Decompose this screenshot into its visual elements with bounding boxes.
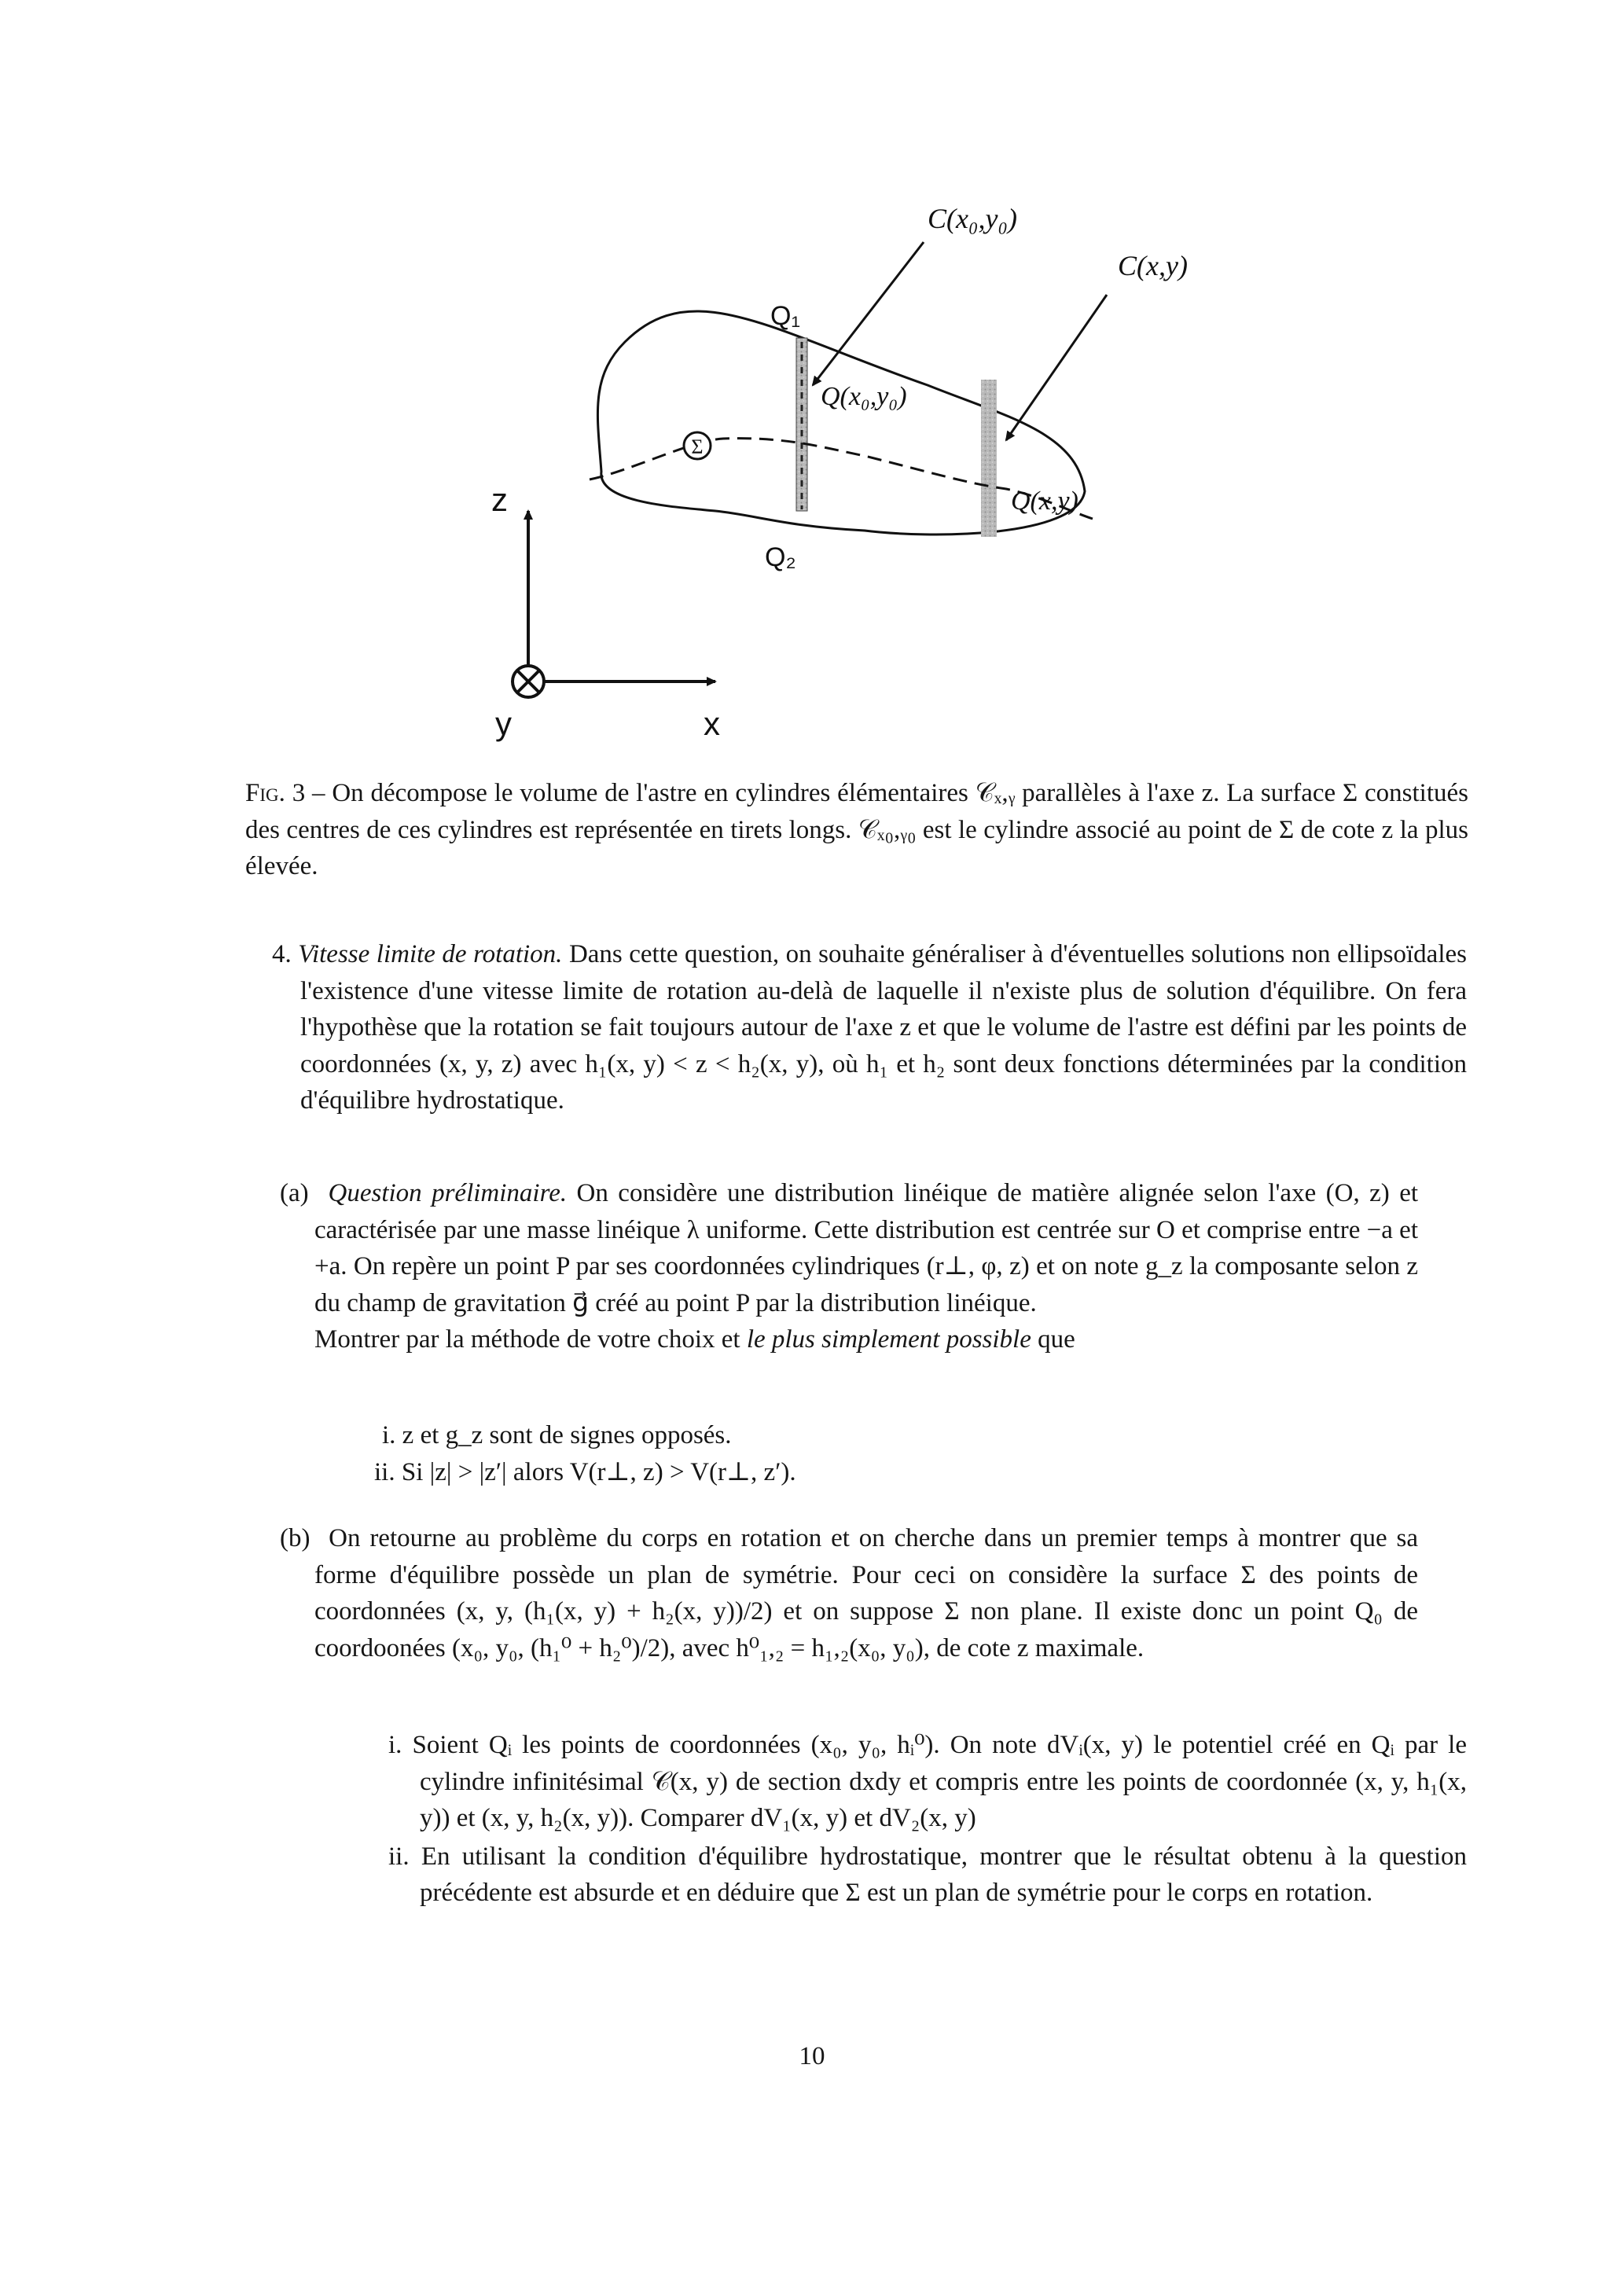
question-4-number: 4. <box>272 940 292 968</box>
question-a-instruction-start: Montrer par la méthode de votre choix et <box>314 1325 740 1354</box>
question-a-title: Question préliminaire. <box>328 1179 568 1207</box>
label-q-xy: Q(x,y) <box>1011 487 1078 516</box>
page-number: 10 <box>799 2042 825 2070</box>
label-q-x0y0: Q(x₀,y₀) <box>821 382 907 411</box>
question-a-item <box>374 1417 1467 1454</box>
cylinder-xy <box>981 380 997 537</box>
item-number: ii. <box>374 1457 395 1486</box>
question-a-item <box>374 1454 1467 1491</box>
figure-caption <box>245 775 1468 885</box>
arrow-c-xy <box>1006 295 1107 440</box>
question-b-item <box>374 1727 1467 1837</box>
caption-text: On décompose le volume de l'astre en cylindres élémentaires 𝒞ₓ,ᵧ parallèles à l'axe z. La surface Σ constitués des centres de ces cylindres est représentée en tirets longs. 𝒞ₓ₀,ᵧ₀ est le cylindre associé au point de Σ de cote z la plus élevée. <box>245 779 1469 880</box>
question-4 <box>272 936 1467 1119</box>
question-b-text: On retourne au problème du corps en rotation et on cherche dans un premier temps à montrer que sa forme d'équilibre possède un plan de symétrie. Pour ceci on considère la surface Σ des points de coordonnées (x, y, (h₁(x, y) + h₂(x, y))/2) et on suppose Σ non plane. Il existe donc un point Q₀ de coordoonées (x₀, y₀, (h₁⁰ + h₂⁰)/2), avec h⁰₁,₂ = h₁,₂(x₀, y₀), de cote z maximale. <box>314 1524 1419 1662</box>
question-a-label: (a) <box>280 1179 309 1207</box>
item-number: ii. <box>388 1842 410 1871</box>
question-a-items <box>374 1417 1467 1490</box>
question-b-label: (b) <box>280 1524 310 1552</box>
item-text: Soient Qᵢ les points de coordonnées (x₀, y₀, hᵢ⁰). On note dVᵢ(x, y) le potentiel créé en Qᵢ par le cylindre infinitésimal 𝒞(x, y) de section dxdy et compris entre les points de coordonnée (x, y, h₁(x, y)) et (x, y, h₂(x, y)). Comparer dV₁(x, y) et dV₂(x, y) <box>412 1731 1467 1832</box>
label-c-x0y0: C(x₀,y₀) <box>928 203 1017 234</box>
question-a-instruction-end: que <box>1038 1325 1075 1354</box>
item-text: Si |z| > |z′| alors V(r⊥, z) > V(r⊥, z′). <box>401 1457 796 1486</box>
item-text: z et g_z sont de signes opposés. <box>402 1421 732 1449</box>
label-q2: Q₂ <box>765 542 796 572</box>
question-b <box>266 1520 1418 1666</box>
item-number: i. <box>388 1731 402 1759</box>
question-b-item <box>374 1839 1467 1912</box>
label-axis-z: z <box>491 481 508 518</box>
question-a-text: On considère une distribution linéique de matière alignée selon l'axe (O, z) et caractérisée par une masse linéique λ uniforme. Cette distribution est centrée sur O et comprise entre −a et +a. On repère un point P par ses coordonnées cylindriques (r⊥, φ, z) et on note g_z la composante selon z du champ de gravitation g⃗ créé au point P par la distribution linéique. <box>314 1179 1419 1317</box>
question-b-items <box>374 1727 1467 1912</box>
label-axis-y: y <box>495 705 512 742</box>
label-axis-x: x <box>704 705 720 742</box>
question-4-text: Dans cette question, on souhaite généraliser à d'éventuelles solutions non ellipsoïdales l'existence d'une vitesse limite de rotation au-delà de laquelle il n'existe plus de solution d'équilibre. On fera l'hypothèse que la rotation se fait toujours autour de l'axe z et que le volume de l'astre est défini par les points de coordonnées (x, y, z) avec h₁(x, y) < z < h₂(x, y), où h₁ et h₂ sont deux fonctions déterminées par la condition d'équilibre hydrostatique. <box>300 940 1467 1115</box>
figure-3 <box>456 181 1242 762</box>
label-q1: Q₁ <box>770 301 800 331</box>
item-text: En utilisant la condition d'équilibre hydrostatique, montrer que le résultat obtenu à la question précédente est absurde et en déduire que Σ est un plan de symétrie pour le corps en rotation. <box>420 1842 1468 1907</box>
caption-prefix: Fig. 3 – <box>245 779 333 807</box>
item-number: i. <box>382 1421 396 1449</box>
sigma-label: Σ <box>691 435 704 458</box>
question-a-instruction-emph: le plus simplement possible <box>746 1325 1031 1354</box>
question-4-title: Vitesse limite de rotation. <box>298 940 563 968</box>
label-c-xy: C(x,y) <box>1118 250 1188 281</box>
question-a <box>266 1175 1418 1358</box>
